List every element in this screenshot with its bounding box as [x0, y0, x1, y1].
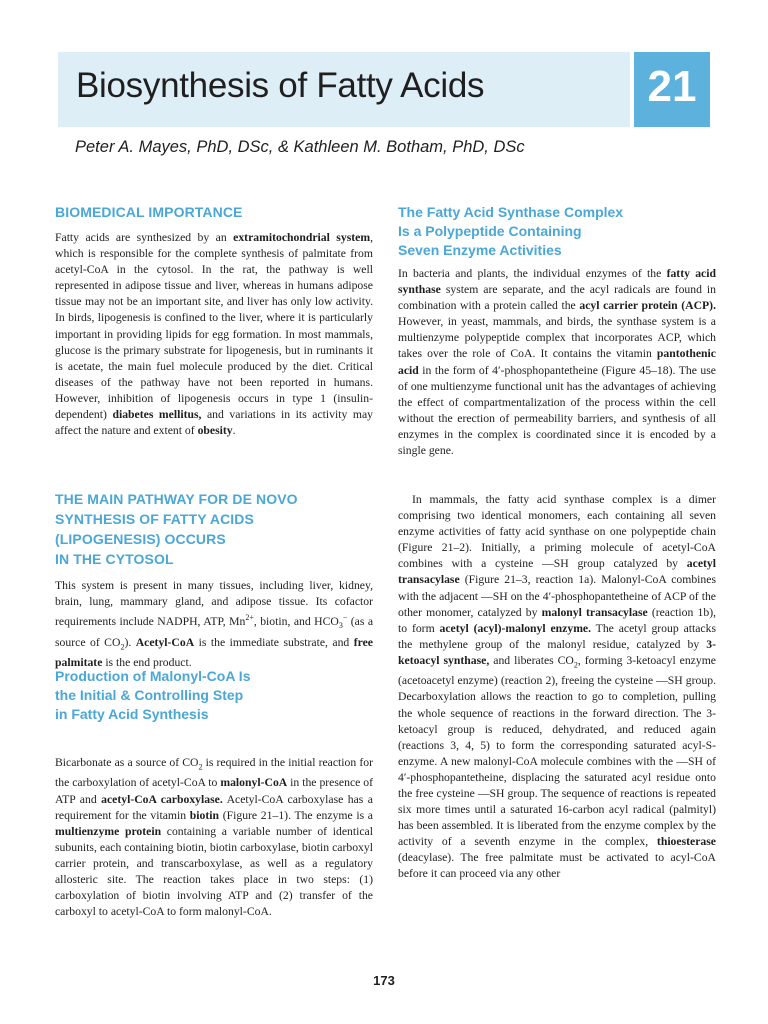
- heading-biomedical-importance: BIOMEDICAL IMPORTANCE: [55, 204, 243, 220]
- heading-main-pathway: THE MAIN PATHWAY FOR DE NOVO SYNTHESIS OF FATTY ACIDS (LIPOGENESIS) OCCURS IN THE CYTOSOL: [55, 491, 298, 567]
- paragraph-malonyl-coa: Bicarbonate as a source of $CO_2$ is required in the initial reaction for the carboxylation of acetyl-CoA to malonyl-CoA in the presence of ATP and acetyl-CoA carboxylase. Acetyl-CoA carboxylase has a requirement for the vitamin biotin (Figure 21–1). The enzyme is a multienzyme protein containing a variable number of identical subunits, each containing biotin, biotin carboxylase, biotin carboxyl carrier protein, and transcarboxylase, as well as a regulatory allosteric site. The reaction takes place in two steps: (1) carboxylation of biotin involving ATP and (2) transfer of the carboxyl to acetyl-CoA to form malonyl-CoA.: [55, 756, 374, 919]
- paragraph-synthase-complex-2: In mammals, the fatty acid synthase complex is a dimer comprising two identical monomers, each containing all seven enzyme activities of fatty acid synthase on one polypeptide chain (Figure 21–2). Initially, a priming molecule of acetyl-CoA combines with a cysteine —SH group catalyzed by acetyl transacylase (Figure 21–3, reaction 1a). Malonyl-CoA combines with the adjacent —SH on the 4′-phosphopantetheine of ACP of the other monomer, catalyzed by malonyl transacylase (reaction 1b), to form acetyl (acyl)-malonyl enzyme. The acetyl group attacks the methylene group of the malonyl residue, catalyzed by 3-ketoacyl synthase, and liberates $CO_2$, forming 3-ketoacyl enzyme (acetoacetyl enzyme) (reaction 2), freeing the cysteine —SH group. Decarboxylation allows the reaction to go to completion, pulling the whole sequence of reactions in the forward direction. The 3-ketoacyl group is reduced, dehydrated, and reduced again (reactions 3, 4, 5) to form the corresponding saturated acyl-S-enzyme. A new malonyl-CoA molecule combines with the —SH of 4′-phosphopantetheine, displacing the saturated acyl residue onto the free cysteine —SH group. The sequence of reactions is repeated six more times until a saturated 16-carbon acyl radical (palmityl) has been assembled. It is liberated from the enzyme complex by the activity of a seventh enzyme in the complex, thioesterase (deacylase). The free palmitate must be activated to acyl-CoA before it can proceed via any other: [398, 493, 717, 881]
- chapter-authors: Peter A. Mayes, PhD, DSc, & Kathleen M. Botham, PhD, DSc: [75, 138, 525, 156]
- paragraph-synthase-complex-1: In bacteria and plants, the individual enzymes of the fatty acid synthase system are separate, and the acyl radicals are found in combination with a protein called the acyl carrier protein (ACP). However, in yeast, mammals, and birds, the synthase system is a multienzyme polypeptide complex that incorporates ACP, which takes over the role of CoA. It contains the vitamin pantothenic acid in the form of 4′-phosphopantetheine (Figure 45–18). The use of one multienzyme functional unit has the advantages of achieving the effect of compartmentalization of the process within the cell without the erection of permeability barriers, and synthesis of all enzymes in the complex is coordinated since it is encoded by a single gene.: [398, 267, 716, 458]
- chapter-number-box: [634, 52, 710, 127]
- heading-malonyl-coa: Production of Malonyl-CoA Is the Initial & Controlling Step in Fatty Acid Synthesis: [55, 668, 251, 722]
- paragraph-biomedical-importance: Fatty acids are synthesized by an extramitochondrial system, which is responsible for the complete synthesis of palmitate from acetyl-CoA in the cytosol. In the rat, the pathway is well represented in adipose tissue and liver, whereas in humans adipose tissue may not be an important site, and liver has only low activity. In birds, lipogenesis is confined to the liver, where it is particularly important in providing lipids for egg formation. In most mammals, glucose is the primary substrate for lipogenesis, but in ruminants it is acetate, the main fuel molecule produced by the diet. Critical diseases of the pathway have not been reported in humans. However, inhibition of lipogenesis occurs in type 1 (insulin-dependent) diabetes mellitus, and variations in its activity may affect the nature and extent of obesity.: [55, 231, 373, 438]
- chapter-title: Biosynthesis of Fatty Acids: [76, 66, 485, 105]
- heading-fatty-acid-synthase: The Fatty Acid Synthase Complex Is a Polypeptide Containing Seven Enzyme Activities: [398, 204, 624, 258]
- chapter-title-bar: [58, 52, 630, 127]
- page-number: 173: [373, 973, 395, 988]
- chapter-number: 21: [647, 62, 697, 111]
- paragraph-main-pathway: This system is present in many tissues, including liver, kidney, brain, lung, mammary gland, and adipose tissue. Its cofactor requirements include NADPH, ATP, $Mn^{2+}$, biotin, and $HCO_3^-$ (as a source of $CO_2$). Acetyl-CoA is the immediate substrate, and free palmitate is the end product.: [55, 579, 374, 669]
